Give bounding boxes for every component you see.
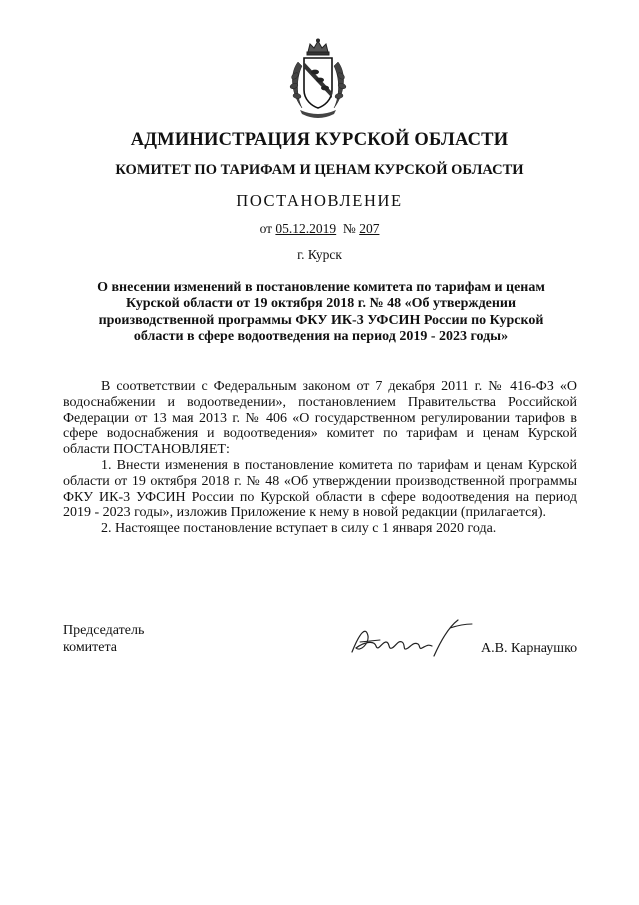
handwritten-signature bbox=[346, 612, 476, 664]
preamble-paragraph: В соответствии с Федеральным законом от 7 декабря 2011 г. № 416-ФЗ «О водоснабжении и водоотведении», постановлением Правительства Российской Федерации от 13 мая 2013 г. № 406 «О государственном регулировании тарифов в сфере водоснабжения и водоотведения» комитет по тарифам и ценам Курской области ПОСТАНОВЛЯЕТ: bbox=[63, 379, 577, 458]
administration-heading: АДМИНИСТРАЦИЯ КУРСКОЙ ОБЛАСТИ bbox=[130, 130, 509, 150]
document-date-line bbox=[0, 221, 639, 237]
document-type: ПОСТАНОВЛЕНИЕ bbox=[236, 191, 403, 210]
document-number: 207 bbox=[359, 221, 380, 236]
kursk-coat-of-arms-icon bbox=[286, 38, 350, 122]
position-line-1: Председатель bbox=[63, 623, 145, 638]
document-date: 05.12.2019 bbox=[275, 221, 337, 236]
document-body bbox=[63, 379, 577, 537]
committee-heading: КОМИТЕТ ПО ТАРИФАМ И ЦЕНАМ КУРСКОЙ ОБЛАСТИ bbox=[115, 162, 524, 178]
date-prefix: от bbox=[259, 221, 273, 236]
number-prefix: № bbox=[342, 221, 356, 236]
signatory-name: А.В. Карнаушко bbox=[481, 641, 578, 656]
position-line-2: комитета bbox=[63, 640, 118, 655]
item-2-paragraph: 2. Настоящее постановление вступает в силу с 1 января 2020 года. bbox=[101, 521, 497, 537]
document-title: О внесении изменений в постановление комитета по тарифам и ценам Курской области от 19 октября 2018 г. № 48 «Об утверждении производственной программы ФКУ ИК-3 УФСИН России по Курской области в сфере водоотведения на период 2019 - 2023 годы» bbox=[97, 280, 545, 344]
city: г. Курск bbox=[297, 247, 342, 262]
item-1-paragraph: 1. Внести изменения в постановление комитета по тарифам и ценам Курской области от 19 октября 2018 г. № 48 «Об утверждении производственной программы ФКУ ИК-3 УФСИН России по Курской области в сфере водоотведения на период 2019 - 2023 годы», изложив Приложение к нему в новой редакции (прилагается). bbox=[63, 457, 577, 521]
signatory-position bbox=[63, 622, 144, 656]
